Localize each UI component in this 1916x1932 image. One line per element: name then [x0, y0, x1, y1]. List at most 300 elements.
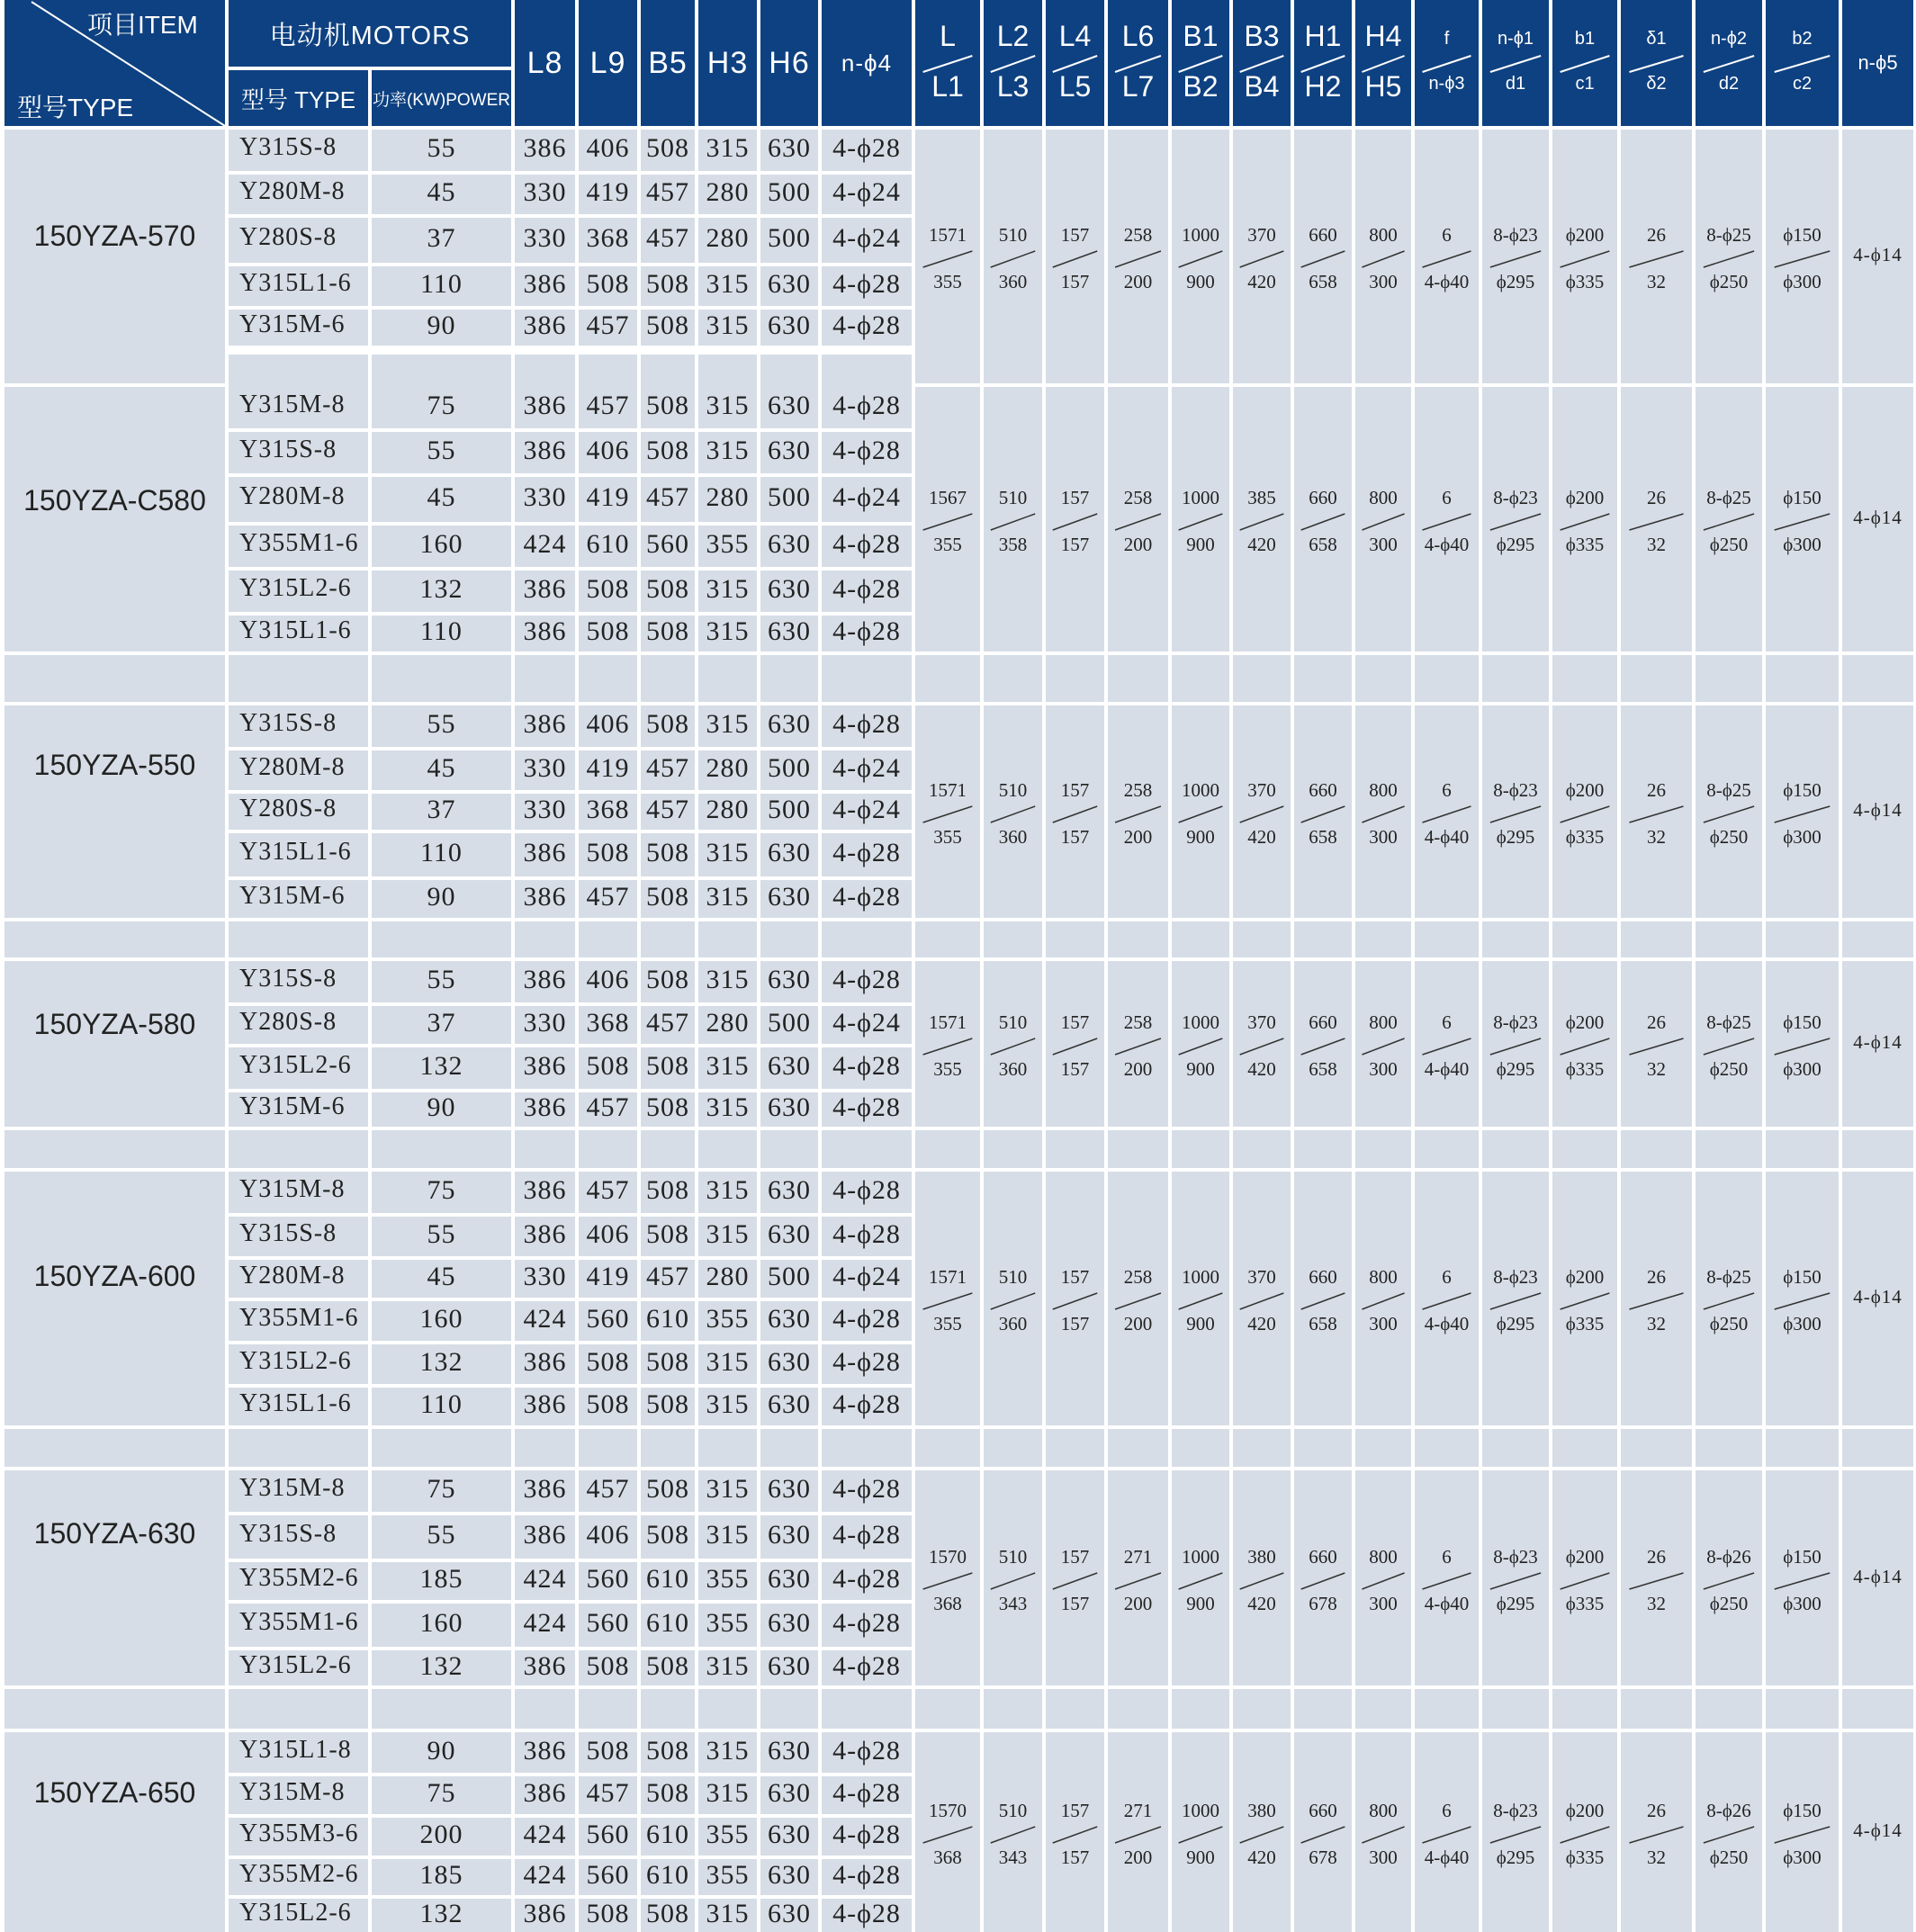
- dimension-fraction: [1415, 1787, 1479, 1877]
- motor-cell: [760, 1260, 818, 1298]
- dimension-value: 630: [768, 1219, 811, 1249]
- spacer-cell: [1108, 1689, 1168, 1729]
- motor-cell: [641, 1217, 695, 1256]
- motor-cell: [372, 1604, 511, 1647]
- motor-power: 132: [419, 1650, 463, 1681]
- fraction-denominator: 200: [1123, 1058, 1153, 1080]
- bolt-cell: [1842, 705, 1913, 918]
- motor-cell: [698, 833, 757, 876]
- motor-cell: [515, 1047, 575, 1089]
- header-h3: H3: [698, 0, 757, 126]
- dimension-fraction: [1108, 767, 1168, 857]
- corner-header: [4, 0, 225, 126]
- motor-cell: [372, 1562, 511, 1600]
- header-fraction-bottom: n-ϕ3: [1428, 74, 1465, 94]
- header-fraction-top: H4: [1364, 20, 1402, 52]
- corner-item-label: 项目ITEM: [87, 11, 198, 39]
- fraction-denominator: ϕ335: [1565, 1847, 1605, 1868]
- motor-power: 75: [427, 1474, 456, 1504]
- motor-power: 75: [427, 1175, 456, 1205]
- fraction-cell: [1108, 1172, 1168, 1425]
- spacer-cell: [698, 921, 757, 957]
- dimension-value: 630: [768, 529, 811, 559]
- motor-model: Y355M2-6: [239, 1860, 359, 1888]
- fraction-numerator: 8-ϕ23: [1493, 224, 1538, 246]
- spacer-cell: [915, 921, 980, 957]
- dimension-value: 630: [768, 882, 811, 912]
- spacer-cell: [641, 1429, 695, 1467]
- motor-power: 132: [419, 574, 463, 604]
- fraction-numerator: 660: [1309, 1011, 1337, 1033]
- fraction-numerator: 370: [1247, 779, 1276, 801]
- fraction-cell: [1766, 1172, 1839, 1425]
- dimension-value: 4-ϕ24: [832, 795, 901, 824]
- spacer-cell: [4, 1689, 225, 1729]
- spacer-cell: [1621, 655, 1692, 702]
- fraction-numerator: 1570: [929, 1800, 967, 1821]
- motor-cell: [372, 432, 511, 473]
- motor-cell: [579, 833, 637, 876]
- motor-power: 37: [427, 1008, 456, 1038]
- dimension-value: 315: [706, 1520, 750, 1550]
- dimension-value: 4-ϕ28: [832, 1092, 901, 1122]
- motor-cell: [229, 1650, 368, 1685]
- motor-model: Y355M1-6: [239, 529, 359, 557]
- dimension-value: 508: [646, 574, 689, 604]
- motor-cell: [698, 1776, 757, 1814]
- spacer-cell: [760, 1429, 818, 1467]
- fraction-numerator: 8-ϕ25: [1706, 779, 1751, 801]
- dimension-value: 424: [523, 1860, 567, 1890]
- dimension-value: 508: [586, 1650, 630, 1681]
- type-cell: [4, 1172, 225, 1425]
- dimension-value: 386: [523, 1219, 567, 1249]
- motor-cell: [822, 705, 912, 747]
- motor-cell: [760, 1562, 818, 1600]
- dimension-value: 424: [523, 1608, 567, 1638]
- dimension-value: 280: [706, 753, 750, 783]
- fraction-denominator: 658: [1309, 1058, 1337, 1080]
- fraction-cell: [1172, 387, 1229, 651]
- motor-cell: [229, 387, 368, 428]
- dimension-value: 508: [646, 1898, 689, 1928]
- fraction-numerator: ϕ150: [1783, 224, 1822, 246]
- dimension-fraction: [1621, 1533, 1692, 1623]
- fraction-denominator: 420: [1247, 1592, 1276, 1614]
- dimension-fraction: [1552, 1787, 1617, 1877]
- motor-model: Y315S-8: [239, 133, 337, 161]
- spacer-cell: [1842, 1429, 1913, 1467]
- spacer-cell: [698, 1130, 757, 1168]
- dimension-value: 386: [523, 965, 567, 994]
- dimension-fraction: [1696, 474, 1762, 564]
- motor-power: 185: [419, 1860, 463, 1890]
- fraction-denominator: 658: [1309, 1313, 1337, 1334]
- motor-power: 45: [427, 177, 456, 207]
- dimension-value: 508: [586, 1389, 630, 1419]
- fraction-cell: [1552, 130, 1617, 383]
- dimension-fraction: [1233, 1254, 1291, 1343]
- dimension-fraction: [1696, 767, 1762, 857]
- motor-cell: [229, 571, 368, 612]
- fraction-numerator: 8-ϕ23: [1493, 1545, 1538, 1568]
- spacer-cell: [915, 1130, 980, 1168]
- dimension-fraction: [1046, 1533, 1104, 1623]
- dimension-value: 406: [586, 133, 630, 163]
- motor-cell: [760, 1899, 818, 1932]
- dimension-value: 457: [646, 177, 689, 207]
- dimension-value: 406: [586, 436, 630, 465]
- dimension-value: 630: [768, 310, 811, 340]
- fraction-numerator: 8-ϕ25: [1706, 224, 1751, 246]
- motor-cell: [760, 616, 818, 651]
- dimension-value: 630: [768, 1347, 811, 1377]
- motor-cell: [372, 1006, 511, 1044]
- dimension-value: 4-ϕ28: [832, 529, 901, 559]
- fraction-numerator: ϕ150: [1783, 487, 1822, 508]
- dimension-value: 508: [586, 1347, 630, 1377]
- dimension-value: 386: [523, 269, 567, 299]
- dimension-value: 4-ϕ28: [832, 269, 901, 299]
- motor-model: Y315L2-6: [239, 574, 352, 602]
- header-fraction-slash: [1108, 0, 1168, 126]
- header-fraction-bottom: H2: [1304, 70, 1342, 103]
- fraction-cell: [915, 387, 980, 651]
- fraction-denominator: 420: [1247, 1847, 1276, 1868]
- motor-cell: [760, 1047, 818, 1089]
- dimension-value: 630: [768, 965, 811, 994]
- spacer-cell: [984, 1429, 1042, 1467]
- spacer-cell: [984, 1130, 1042, 1168]
- dimension-value: 4-ϕ28: [832, 838, 901, 867]
- header-fraction-pair: [1766, 0, 1839, 126]
- dimension-value: 500: [768, 177, 811, 207]
- spacer-cell: [822, 655, 912, 702]
- motor-cell: [698, 1650, 757, 1685]
- motor-cell: [822, 1301, 912, 1341]
- motor-cell: [515, 1092, 575, 1127]
- fraction-denominator: 32: [1647, 1058, 1666, 1080]
- dimension-value: 560: [586, 1820, 630, 1849]
- fraction-denominator: ϕ335: [1565, 1313, 1605, 1334]
- fraction-numerator: 510: [998, 779, 1028, 801]
- motor-cell: [372, 1217, 511, 1256]
- fraction-numerator: 26: [1647, 487, 1666, 508]
- fraction-denominator: ϕ300: [1783, 826, 1822, 848]
- dimension-fraction: [1294, 474, 1352, 564]
- spacer-cell: [515, 1130, 575, 1168]
- dimension-value: 4-ϕ24: [832, 1262, 901, 1291]
- dimension-value: 630: [768, 1650, 811, 1681]
- fraction-numerator: 26: [1647, 1800, 1666, 1821]
- bolt-value: 4-ϕ14: [1853, 1820, 1903, 1841]
- dimension-value: 424: [523, 1564, 567, 1594]
- dimension-value: 457: [586, 882, 630, 912]
- motor-cell: [641, 1388, 695, 1425]
- dimension-fraction: [1046, 767, 1104, 857]
- dimension-fraction: [1355, 211, 1411, 301]
- motor-cell: [822, 432, 912, 473]
- motor-cell: [515, 432, 575, 473]
- motor-cell: [515, 1732, 575, 1773]
- fraction-cell: [1552, 961, 1617, 1127]
- motor-cell: [760, 310, 818, 346]
- motors-header: 电动机MOTORS: [229, 0, 511, 67]
- dimension-value: 355: [706, 1820, 750, 1849]
- dimension-value: 508: [646, 1175, 689, 1205]
- motor-power: 132: [419, 1051, 463, 1081]
- motor-model: Y315M-8: [239, 1778, 346, 1806]
- spacer-cell: [1621, 1689, 1692, 1729]
- spacer-cell: [1046, 1429, 1104, 1467]
- fraction-cell: [915, 130, 980, 383]
- fraction-denominator: 420: [1247, 1313, 1276, 1334]
- header-fraction-slash: [1233, 0, 1291, 126]
- dimension-fraction: [915, 999, 980, 1089]
- dimension-value: 508: [646, 965, 689, 994]
- fraction-cell: [915, 1732, 980, 1932]
- fraction-denominator: 4-ϕ40: [1424, 534, 1470, 555]
- fraction-cell: [1233, 1172, 1291, 1425]
- motor-cell: [372, 526, 511, 567]
- dimension-value: 330: [523, 482, 567, 512]
- dimension-fraction: [1696, 211, 1762, 301]
- spacer-cell: [760, 1130, 818, 1168]
- motor-power: 75: [427, 391, 456, 420]
- bolt-value: 4-ϕ14: [1853, 244, 1903, 265]
- dimension-value: 610: [646, 1820, 689, 1849]
- fraction-denominator: 32: [1647, 1847, 1666, 1868]
- dimension-fraction: [1696, 999, 1762, 1089]
- motor-cell: [372, 571, 511, 612]
- header-fraction-6: [1233, 0, 1291, 126]
- motor-cell: [515, 387, 575, 428]
- dimension-fraction: [1415, 474, 1479, 564]
- fraction-denominator: 678: [1309, 1592, 1337, 1614]
- dimension-value: 4-ϕ28: [832, 1564, 901, 1594]
- motor-cell: [515, 794, 575, 830]
- fraction-numerator: ϕ200: [1565, 487, 1605, 508]
- dimension-value: 280: [706, 482, 750, 512]
- dimension-fraction: [1355, 767, 1411, 857]
- dimension-fraction: [984, 999, 1042, 1089]
- dimension-value: 4-ϕ28: [832, 1175, 901, 1205]
- motor-cell: [229, 432, 368, 473]
- dimension-fraction: [1233, 474, 1291, 564]
- fraction-denominator: 4-ϕ40: [1424, 271, 1470, 292]
- dimension-value: 4-ϕ28: [832, 1650, 901, 1681]
- spacer-cell: [1766, 921, 1839, 957]
- header-fraction-top: b2: [1792, 29, 1813, 49]
- dimension-fraction: [1552, 211, 1617, 301]
- corner-diagonal: [4, 0, 225, 126]
- dimension-value: 4-ϕ24: [832, 1008, 901, 1038]
- motor-cell: [822, 175, 912, 214]
- fraction-cell: [1621, 387, 1692, 651]
- fraction-cell: [1482, 961, 1549, 1127]
- spacer-cell: [1621, 1130, 1692, 1168]
- dimension-value: 4-ϕ28: [832, 1520, 901, 1550]
- dimension-fraction: [1233, 999, 1291, 1089]
- dimension-value: 4-ϕ28: [832, 1820, 901, 1849]
- dimension-value: 630: [768, 1735, 811, 1766]
- motor-cell: [372, 1515, 511, 1559]
- header-l9: L9: [579, 0, 637, 126]
- fraction-denominator: 157: [1060, 826, 1090, 848]
- dimension-fraction: [1552, 767, 1617, 857]
- motor-cell: [760, 1388, 818, 1425]
- fraction-denominator: 355: [933, 534, 962, 555]
- motor-cell: [698, 1732, 757, 1773]
- dimension-fraction: [1108, 999, 1168, 1089]
- dimension-value: 386: [523, 1520, 567, 1550]
- motor-cell: [760, 1776, 818, 1814]
- header-fraction-slash: [1552, 0, 1617, 126]
- motor-cell: [641, 526, 695, 567]
- dimension-value: 508: [586, 269, 630, 299]
- motor-model: Y315S-8: [239, 965, 337, 993]
- dimension-value: 508: [586, 1898, 630, 1928]
- fraction-cell: [1766, 705, 1839, 918]
- motor-model: Y315S-8: [239, 1219, 337, 1247]
- fraction-numerator: 800: [1369, 779, 1398, 801]
- corner-type-label: 型号TYPE: [17, 94, 134, 121]
- dimension-value: 508: [646, 391, 689, 420]
- dimension-value: 330: [523, 223, 567, 253]
- motor-cell: [641, 1859, 695, 1895]
- dimension-value: 368: [586, 1008, 630, 1038]
- dimension-value: 419: [586, 753, 630, 783]
- dimension-value: 630: [768, 391, 811, 420]
- spacer-cell: [579, 1429, 637, 1467]
- motor-cell: [579, 1047, 637, 1089]
- motor-cell: [698, 1859, 757, 1895]
- fraction-denominator: 300: [1369, 1313, 1398, 1334]
- spacer-cell: [1294, 921, 1352, 957]
- spacer-cell: [822, 1689, 912, 1729]
- header-fraction-slash: [1621, 0, 1692, 126]
- dimension-fraction: [915, 474, 980, 564]
- motor-cell: [372, 1470, 511, 1512]
- header-fraction-bottom: d1: [1505, 74, 1526, 94]
- dimension-value: 386: [523, 133, 567, 163]
- dimension-value: 4-ϕ28: [832, 1474, 901, 1504]
- motor-cell: [641, 1818, 695, 1856]
- dimension-value: 406: [586, 1520, 630, 1550]
- spacer-cell: [1766, 1689, 1839, 1729]
- dimension-fraction: [1482, 1254, 1549, 1343]
- motor-cell: [229, 880, 368, 918]
- fraction-denominator: ϕ250: [1709, 534, 1749, 555]
- motor-cell: [372, 387, 511, 428]
- spacer-cell: [579, 921, 637, 957]
- fraction-denominator: ϕ250: [1709, 1592, 1749, 1614]
- dimension-fraction: [984, 474, 1042, 564]
- spacer-cell: [1172, 1429, 1229, 1467]
- dimension-value: 630: [768, 1564, 811, 1594]
- motor-cell: [229, 750, 368, 790]
- spacer-cell: [1294, 1130, 1352, 1168]
- header-fraction-10: [1482, 0, 1549, 126]
- motor-cell: [822, 1092, 912, 1127]
- fraction-numerator: 157: [1060, 1011, 1090, 1033]
- dimension-value: 630: [768, 1175, 811, 1205]
- fraction-denominator: 300: [1369, 271, 1398, 292]
- motor-cell: [641, 432, 695, 473]
- motor-cell: [229, 1217, 368, 1256]
- motor-cell: [229, 616, 368, 651]
- dimension-fraction: [1621, 474, 1692, 564]
- motor-cell: [641, 1604, 695, 1647]
- motor-cell: [822, 1388, 912, 1425]
- dimension-value: 315: [706, 1898, 750, 1928]
- motor-power: 185: [419, 1564, 463, 1594]
- fraction-denominator: 200: [1123, 534, 1153, 555]
- dimension-value: 315: [706, 1389, 750, 1419]
- dimension-value: 457: [646, 795, 689, 824]
- pump-type-label: 150YZA-550: [33, 749, 196, 781]
- dimension-value: 315: [706, 1347, 750, 1377]
- header-fraction-13: [1696, 0, 1762, 126]
- fraction-denominator: ϕ335: [1565, 271, 1605, 292]
- dimension-value: 508: [646, 1051, 689, 1081]
- spacer-cell: [760, 1689, 818, 1729]
- fraction-numerator: ϕ200: [1565, 224, 1605, 246]
- header-fraction-bottom: L3: [996, 70, 1030, 103]
- fraction-cell: [984, 1470, 1042, 1685]
- fraction-cell: [1766, 1732, 1839, 1932]
- header-fraction-1: [915, 0, 980, 126]
- fraction-denominator: 420: [1247, 826, 1276, 848]
- spacer-cell: [641, 655, 695, 702]
- fraction-denominator: 355: [933, 1313, 962, 1334]
- fraction-cell: [1108, 961, 1168, 1127]
- dimension-value: 508: [646, 269, 689, 299]
- dimension-value: 500: [768, 482, 811, 512]
- fraction-numerator: 660: [1309, 779, 1337, 801]
- fraction-cell: [1046, 961, 1104, 1127]
- motor-model: Y315M-6: [239, 882, 346, 910]
- motor-cell: [229, 1006, 368, 1044]
- dimension-value: 315: [706, 574, 750, 604]
- dimension-value: 315: [706, 1051, 750, 1081]
- motor-cell: [372, 1388, 511, 1425]
- motor-cell: [229, 1818, 368, 1856]
- fraction-numerator: 380: [1247, 1545, 1276, 1568]
- motor-cell: [515, 175, 575, 214]
- fraction-cell: [1552, 1732, 1617, 1932]
- dimension-fraction: [1172, 474, 1229, 564]
- motor-power: 110: [420, 616, 463, 646]
- motor-cell: [698, 880, 757, 918]
- fraction-numerator: 510: [998, 1800, 1028, 1821]
- fraction-numerator: 1571: [929, 1011, 967, 1033]
- dimension-fraction: [1415, 999, 1479, 1089]
- motor-cell: [822, 1859, 912, 1895]
- motor-cell: [515, 266, 575, 306]
- fraction-denominator: 900: [1186, 534, 1215, 555]
- dimension-value: 386: [523, 1474, 567, 1504]
- fraction-cell: [1552, 1172, 1617, 1425]
- fraction-numerator: ϕ200: [1565, 1266, 1605, 1288]
- header-fraction-slash: [1415, 0, 1479, 126]
- motor-cell: [229, 833, 368, 876]
- fraction-cell: [1621, 1732, 1692, 1932]
- motor-cell: [579, 310, 637, 346]
- dimension-value: 315: [706, 1778, 750, 1808]
- dimension-value: 630: [768, 1092, 811, 1122]
- dimension-value: 386: [523, 838, 567, 867]
